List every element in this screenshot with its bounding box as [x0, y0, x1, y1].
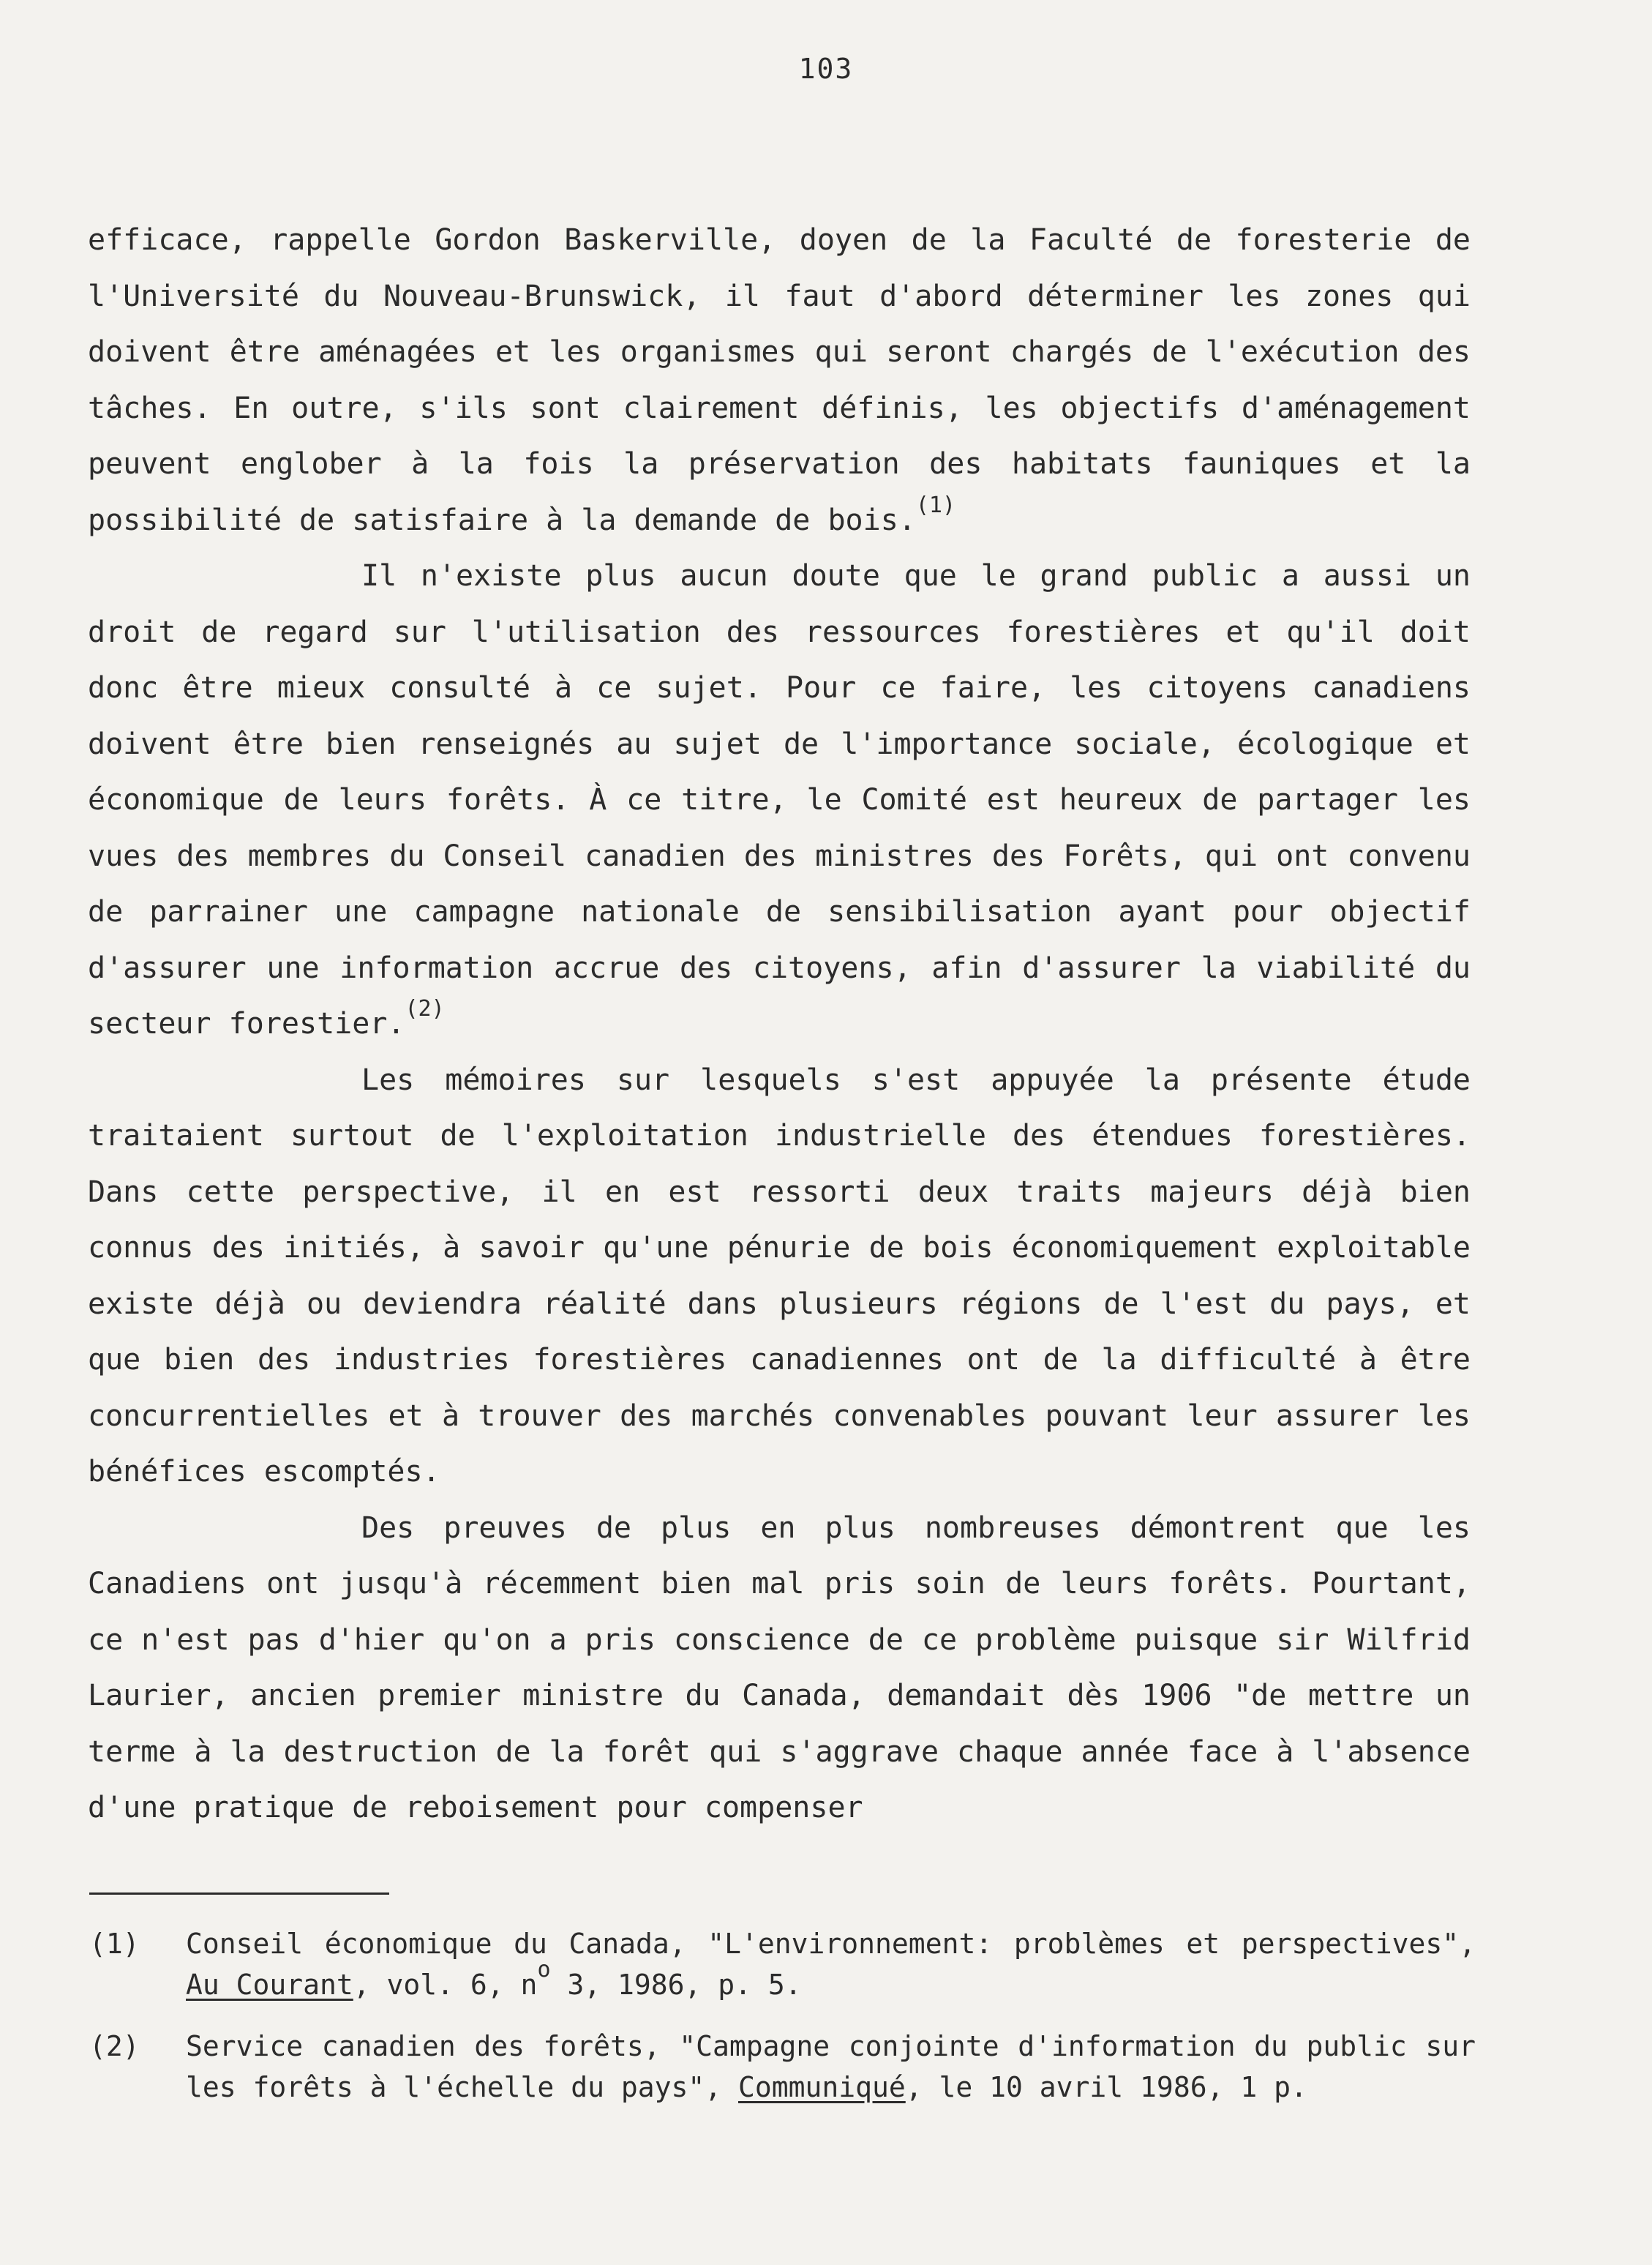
footnote-text-part: , vol. 6, n [353, 1969, 538, 2001]
footnote-reference: (2) [405, 996, 445, 1022]
paragraph-text: efficace, rappelle Gordon Baskerville, doyen de la Faculté de foresterie de l'Université du Nouveau-Brunswick, il faut d'abord déterminer les zones qui doivent être aménagées et les organismes qui seront chargés de l'exécution des tâches. En outre, s'ils sont clairement définis, les objectifs d'aménagement peuvent englober à la fois la préservation des habitats fauniques et la possibilité de satisfaire à la demande de bois. [88, 223, 1471, 537]
footnote-text-part: Conseil économique du Canada, "L'environnement: problèmes et perspectives", [186, 1928, 1476, 1960]
footnote-text [186, 2026, 1476, 2108]
body-text [88, 212, 1471, 1836]
paragraph-text: Il n'existe plus aucun doute que le grand public a aussi un droit de regard sur l'utilisation des ressources forestières et qu'il doit donc être mieux consulté à ce sujet. Pour ce faire, les citoyens canadiens doivent être bien renseignés au sujet de l'importance sociale, écologique et économique de leurs forêts. À ce titre, le Comité est heureux de partager les vues des membres du Conseil canadien des ministres des Forêts, qui ont convenu de parrainer une campagne nationale de sensibilisation ayant pour objectif d'assurer une information accrue des citoyens, afin d'assurer la viabilité du secteur forestier. [88, 559, 1471, 1041]
footnote-superscript: o [537, 1957, 551, 1983]
footnote-text-part: 3, 1986, p. 5. [550, 1969, 802, 2001]
paragraph [88, 212, 1471, 548]
footnote-text-part: , le 10 avril 1986, 1 p. [905, 2071, 1307, 2103]
footnote-source-title: Communiqué [737, 2071, 906, 2103]
footnote [89, 2026, 1476, 2108]
footnote-source-title: Au Courant [186, 1969, 353, 2001]
footnote-text [186, 1923, 1476, 2005]
footnote-reference: (1) [915, 492, 956, 518]
footnote [89, 1923, 1476, 2005]
footnote-number: (2) [89, 2030, 140, 2062]
paragraph [88, 1500, 1471, 1836]
paragraph [88, 548, 1471, 1052]
paragraph-text: Des preuves de plus en plus nombreuses démontrent que les Canadiens ont jusqu'à récemment bien mal pris soin de leurs forêts. Pourtant, ce n'est pas d'hier qu'on a pris conscience de ce problème puisque sir Wilfrid Laurier, ancien premier ministre du Canada, demandait dès 1906 "de mettre un terme à la destruction de la forêt qui s'aggrave chaque année face à l'absence d'une pratique de reboisement pour compenser [88, 1510, 1471, 1824]
paragraph-text: Les mémoires sur lesquels s'est appuyée la présente étude traitaient surtout de l'exploitation industrielle des étendues forestières. Dans cette perspective, il en est ressorti deux traits majeurs déjà bien connus des initiés, à savoir qu'une pénurie de bois économiquement exploitable existe déjà ou deviendra réalité dans plusieurs régions de l'est du pays, et que bien des industries forestières canadiennes ont de la difficulté à être concurrentielles et à trouver des marchés convenables pouvant leur assurer les bénéfices escomptés. [88, 1063, 1471, 1489]
paragraph [88, 1052, 1471, 1500]
footnote-text-part: Service canadien des forêts, "Campagne conjointe d'information du public sur les forêts à l'échelle du pays", [186, 2030, 1476, 2103]
footnote-number: (1) [89, 1928, 140, 1960]
footnote-separator [89, 1893, 389, 1895]
footnotes [89, 1923, 1476, 2128]
page-number: 103 [798, 53, 854, 85]
